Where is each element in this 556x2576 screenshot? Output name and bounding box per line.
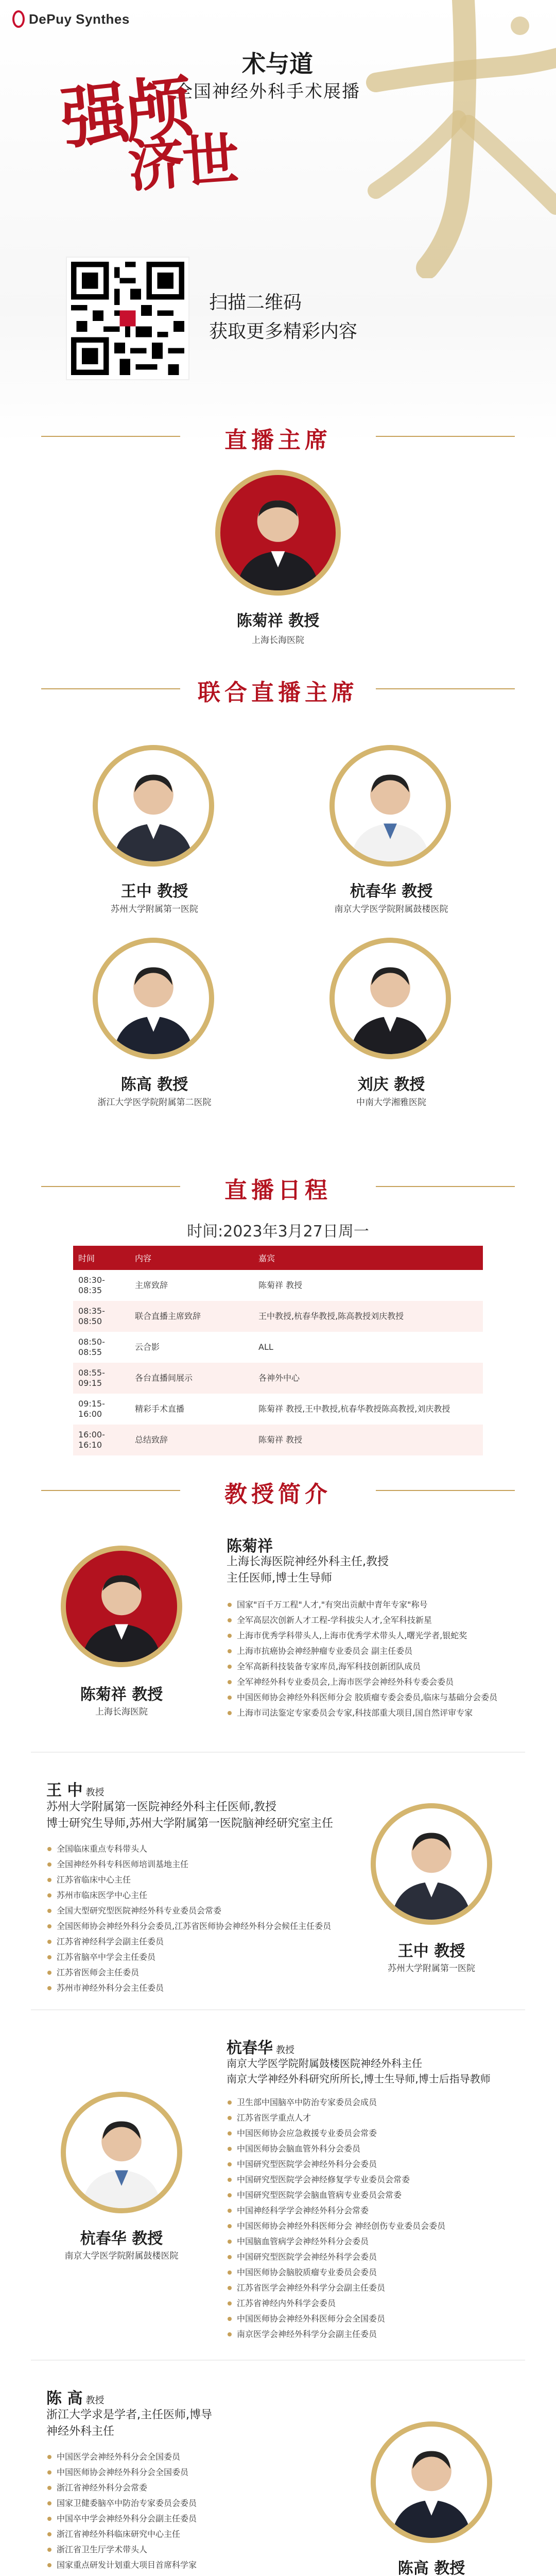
list-item: 南京医学会神经外科学分会副主任委员 [227,2327,546,2342]
cohost-org: 苏州大学附属第一医院 [111,904,198,914]
scan-line2: 获取更多精彩内容 [209,321,358,342]
section-live-host [0,420,556,451]
cell-time: 08:50-08:55 [73,1332,130,1363]
cell-time: 08:30-08:35 [73,1270,130,1301]
list-item: 江苏省神经内外科学会委员 [227,2296,546,2311]
cell-guest: 王中教授,杭春华教授,陈高教授刘庆教授 [253,1301,483,1332]
bio-role: 教授 [85,1787,105,1798]
bio-name-text: 王 中 [46,1782,83,1800]
list-item: 全军高新科技装备专家库员,海军科技创新团队成员 [227,1659,546,1674]
person-icon [335,943,446,1054]
bio-name [227,2035,294,2058]
bio-divider [31,1752,525,1753]
cell-content: 总结致辞 [130,1425,253,1455]
list-item: 卫生部中国脑卒中防治专家委员会成员 [227,2095,546,2110]
bio-avatar-chen-gao [371,2421,492,2543]
person-icon [66,2097,177,2208]
person-icon [376,1808,487,1920]
list-item: 国家"百千万工程"人才,"有突出贡献中青年专家"称号 [227,1597,546,1613]
bio-avatar-hang-chunhua [61,2092,182,2213]
shu-yu-dao-heading: 术与道 [242,50,313,78]
section-schedule [0,1171,556,1204]
person-icon [335,750,446,861]
section-title: 联合直播主席 [198,680,358,706]
cohost-name: 杭春华 教授 [350,883,433,901]
bio-desc-line: 浙江大学求是学者,主任医师,博导 [46,2409,212,2421]
list-item: 全军高层次创新人才工程-学科拔尖人才,全军科技新星 [227,1613,546,1628]
list-item: 上海市抗癌协会神经肿瘤专业委员会 副主任委员 [227,1643,546,1659]
list-item: 中国脑血管病学会神经外科分会委员 [227,2234,546,2249]
schedule-table [73,1246,483,1455]
qr-code-icon [71,262,184,375]
list-item: 国家重点研发计划重大项目首席科学家 [46,2557,355,2573]
list-item: 江苏省临床中心主任 [46,1872,376,1888]
list-item: 浙江省神经外科临床研究中心主任 [46,2527,355,2542]
person-icon [220,475,336,590]
list-item: 上海市优秀学科带头人,上海市优秀学术带头人,曙光学者,银蛇奖 [227,1628,546,1643]
cohost-org: 中南大学湘雅医院 [356,1097,426,1108]
list-item: 中国医师协会神经外科医师分会全国委员 [227,2311,546,2327]
bio-bullets [46,1841,376,1996]
bio-name [46,1777,104,1800]
bio-desc-line: 南京大学医学院附属鼓楼医院神经外科主任 [227,2057,422,2070]
cell-time: 16:00-16:10 [73,1425,130,1455]
cohost-name: 刘庆 教授 [357,1076,425,1094]
list-item: 江苏省神经科学会副主任委员 [46,1934,376,1950]
list-item: 江苏省医学会神经外科学分会副主任委员 [227,2280,546,2296]
person-icon [98,750,209,861]
scan-line1: 扫描二维码 [209,292,302,313]
cell-time: 08:35-08:50 [73,1301,130,1332]
bio-role: 教授 [85,2395,105,2406]
qr-code[interactable] [66,257,189,380]
col-time: 时间 [73,1246,130,1270]
bio-name [227,1533,273,1556]
cell-guest: 陈菊祥 教授,王中教授,杭春华教授陈高教授,刘庆教授 [253,1394,483,1425]
bio-desc-line: 苏州大学附属第一医院神经外科主任医师,教授 [46,1801,276,1814]
list-item: 全军神经外科专业委员会,上海市医学会神经外科专委会委员 [227,1674,546,1690]
cell-content: 主席致辞 [130,1270,253,1301]
list-item: 中国研究型医院学会脑血管病专业委员会常委 [227,2188,546,2203]
bio-bullets [227,2095,546,2342]
list-item: 中国医师协会神经外科分会全国委员 [46,2465,355,2480]
bio-card-name: 杭春华 教授 [80,2230,163,2248]
schedule-date: 时间:2023年3月27日周一 [187,1223,369,1241]
cohost-avatar-liu [329,938,451,1059]
bio-card-name: 陈菊祥 教授 [80,1686,163,1704]
list-item: 上海市司法鉴定专家委员会专家,科技部重大项目,国自然评审专家 [227,1705,546,1721]
section-title: 直播日程 [224,1177,332,1204]
cell-guest: ALL [253,1332,483,1363]
table-row [73,1363,483,1394]
list-item: 中国神经科学学会神经外科分会常委 [227,2203,546,2218]
bio-card-org: 苏州大学附属第一医院 [388,1963,475,1974]
list-item: 中国研究型医院学会神经外科分会委员 [227,2157,546,2172]
section-divider-right [376,688,515,689]
list-item: 中国医师协会脑胶质瘤专业委员会委员 [227,2265,546,2280]
bio-desc-line: 博士研究生导师,苏州大学附属第一医院脑神经研究室主任 [46,1817,333,1830]
person-icon [98,943,209,1054]
bio-avatar-chen-juxiang [61,1546,182,1667]
col-guest: 嘉宾 [253,1246,483,1270]
table-row [73,1425,483,1455]
bio-desc-line: 主任医师,博士生导师 [227,1572,332,1585]
list-item: 中国研究型医院学会神经修复学专业委员会常委 [227,2172,546,2188]
brand-name: DePuy Synthes [29,11,130,27]
section-co-hosts [0,673,556,704]
section-divider-right [376,1490,515,1491]
bio-card-org: 上海长海医院 [95,1707,148,1717]
header-banner [0,0,556,443]
list-item: 全国临床重点专科带头人 [46,1841,376,1857]
brush-calligraphy-icon [345,0,556,278]
cell-time: 08:55-09:15 [73,1363,130,1394]
list-item: 全国神经外科专科医师培训基地主任 [46,1857,376,1872]
list-item: 苏州市神经外科分会主任委员 [46,1980,376,1996]
cell-guest: 各神外中心 [253,1363,483,1394]
section-divider-right [376,436,515,437]
cohost-org: 南京大学医学院附属鼓楼医院 [334,904,448,914]
table-row [73,1301,483,1332]
bio-avatar-wang-zhong [371,1803,492,1925]
person-icon [66,1551,177,1662]
table-row [73,1394,483,1425]
list-item: 中国医学会神经外科分会全国委员 [46,2449,355,2465]
section-divider-right [376,1186,515,1187]
list-item: 中国研究型医院学会神经外科学会委员 [227,2249,546,2265]
main-title-line1: 强颅 [57,66,193,159]
list-item: 江苏省医学重点人才 [227,2110,546,2126]
list-item: 中国卒中学会神经外科分会副主任委员 [46,2511,355,2527]
list-item: 全国大型研究型医院神经外科专业委员会常委 [46,1903,376,1919]
list-item: 中国医师协会神经外科医师分会 神经创伤专业委员会委员 [227,2218,546,2234]
cell-content: 联合直播主席致辞 [130,1301,253,1332]
col-content: 内容 [130,1246,253,1270]
list-item: 中国医师协会脑血管外科分会委员 [227,2141,546,2157]
bio-desc-line: 南京大学神经外科研究所所长,博士生导师,博士后指导教师 [227,2073,491,2085]
list-item: 苏州市临床医学中心主任 [46,1888,376,1903]
cohost-avatar-hang [329,745,451,867]
scan-instructions [209,289,357,346]
cohost-avatar-chen [93,938,214,1059]
section-title: 直播主席 [224,427,332,453]
person-icon [376,2427,487,2538]
bio-bullets [227,1597,546,1721]
bio-bullets [46,2449,355,2573]
cell-content: 精彩手术直播 [130,1394,253,1425]
bio-desc [46,2407,366,2440]
section-bios [0,1475,556,1505]
bio-desc-line: 上海长海医院神经外科主任,教授 [227,1555,389,1568]
cell-guest: 陈菊祥 教授 [253,1425,483,1455]
list-item: 浙江省卫生厅学术带头人 [46,2542,355,2557]
bio-divider [31,2360,525,2361]
bio-divider [31,2009,525,2010]
bio-card-name: 陈高 教授 [397,2560,465,2576]
event-subtitle: 全国神经外科手术展播 [175,81,360,102]
cell-time: 09:15-16:00 [73,1394,130,1425]
list-item: 江苏省脑卒中学会主任委员 [46,1950,376,1965]
main-title-line2: 济世 [126,125,239,200]
bio-card-name: 王中 教授 [397,1942,465,1960]
bio-name-text: 杭春华 [227,2039,273,2057]
bio-desc [46,1799,386,1832]
cohost-org: 浙江大学医学院附属第二医院 [97,1097,212,1108]
bio-card-org: 南京大学医学院附属鼓楼医院 [64,2251,179,2261]
list-item: 中国医师协会应急救援专业委员会常委 [227,2126,546,2141]
cell-content: 各台直播间展示 [130,1363,253,1394]
table-header-row [73,1246,483,1270]
cohost-avatar-wang [93,745,214,867]
list-item: 全国医师协会神经外科分会委员,江苏省医师协会神经外科分会候任主任委员 [46,1919,376,1934]
list-item: 江苏省医师会主任委员 [46,1965,376,1980]
cohost-name: 陈高 教授 [120,1076,188,1094]
brand-logo [12,10,130,28]
bio-role: 教授 [276,2045,294,2056]
bio-name [46,2385,104,2408]
host-org: 上海长海医院 [252,635,304,646]
list-item: 浙江省神经外科分会常委 [46,2480,355,2496]
bio-name-text: 陈 高 [46,2389,83,2408]
bio-name-text: 陈菊祥 [227,1537,273,1555]
bio-desc [227,2056,546,2087]
bio-desc [227,1554,535,1587]
table-row [73,1332,483,1363]
host-avatar [215,470,341,596]
host-name: 陈菊祥 教授 [236,612,320,630]
cell-content: 云合影 [130,1332,253,1363]
list-item: 中国医师协会神经外科医师分会 胶质瘤专委会委员,临床与基础分会委员 [227,1690,546,1705]
list-item: 国家卫健委脑卒中防治专家委员会委员 [46,2496,355,2511]
brand-mark-icon [12,10,25,28]
bio-desc-line: 神经外科主任 [46,2425,115,2438]
cohost-name: 王中 教授 [120,883,188,901]
cell-guest: 陈菊祥 教授 [253,1270,483,1301]
section-title: 教授简介 [224,1481,332,1507]
table-row [73,1270,483,1301]
